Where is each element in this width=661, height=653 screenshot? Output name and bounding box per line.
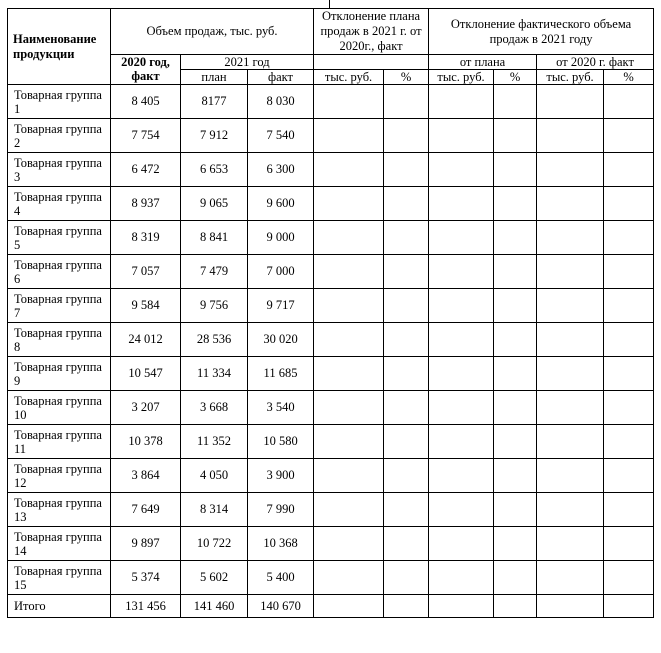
fact-2020-cell: 3 864 [111, 459, 181, 493]
fact-2021-cell: 140 670 [248, 595, 314, 618]
empty-cell [384, 289, 429, 323]
plan-2021-cell: 10 722 [181, 527, 248, 561]
empty-cell [314, 425, 384, 459]
table-row [8, 221, 654, 255]
empty-cell [494, 561, 537, 595]
fact-2020-cell: 10 378 [111, 425, 181, 459]
plan-2021-cell: 11 352 [181, 425, 248, 459]
plan-2021-cell: 28 536 [181, 323, 248, 357]
total-row [8, 595, 654, 618]
fact-2020-cell: 9 897 [111, 527, 181, 561]
empty-cell [384, 425, 429, 459]
empty-cell [537, 153, 604, 187]
product-name-cell: Товарная группа 7 [8, 289, 111, 323]
fact-2021-cell: 6 300 [248, 153, 314, 187]
empty-cell [537, 289, 604, 323]
table-row [8, 187, 654, 221]
empty-cell [604, 119, 654, 153]
empty-cell [314, 527, 384, 561]
empty-cell [384, 459, 429, 493]
header-percent-2: % [494, 70, 537, 85]
fact-2021-cell: 10 368 [248, 527, 314, 561]
empty-cell [429, 221, 494, 255]
empty-cell [314, 289, 384, 323]
empty-cell [494, 391, 537, 425]
empty-cell [429, 255, 494, 289]
fact-2021-cell: 7 000 [248, 255, 314, 289]
fact-2021-cell: 9 600 [248, 187, 314, 221]
product-name-cell: Товарная группа 3 [8, 153, 111, 187]
empty-cell [604, 221, 654, 255]
empty-cell [384, 187, 429, 221]
fact-2021-cell: 9 717 [248, 289, 314, 323]
header-thous-rub-2: тыс. руб. [429, 70, 494, 85]
sales-table [7, 8, 654, 618]
empty-cell [429, 425, 494, 459]
empty-cell [604, 425, 654, 459]
empty-cell [429, 595, 494, 618]
fact-2020-cell: 7 057 [111, 255, 181, 289]
table-row [8, 289, 654, 323]
empty-cell [537, 221, 604, 255]
fact-2020-cell: 24 012 [111, 323, 181, 357]
product-name-cell: Итого [8, 595, 111, 618]
empty-cell [537, 391, 604, 425]
empty-cell [384, 221, 429, 255]
empty-cell [384, 255, 429, 289]
fact-2020-cell: 8 319 [111, 221, 181, 255]
fact-2020-cell: 7 649 [111, 493, 181, 527]
product-name-cell: Товарная группа 8 [8, 323, 111, 357]
plan-2021-cell: 6 653 [181, 153, 248, 187]
empty-cell [604, 357, 654, 391]
fact-2020-cell: 9 584 [111, 289, 181, 323]
empty-cell [494, 85, 537, 119]
table-row [8, 153, 654, 187]
header-fact: факт [248, 70, 314, 85]
empty-cell [429, 323, 494, 357]
empty-cell [314, 85, 384, 119]
table-row [8, 459, 654, 493]
header-plan: план [181, 70, 248, 85]
plan-2021-cell: 7 479 [181, 255, 248, 289]
header-blank [314, 55, 429, 70]
fact-2021-cell: 8 030 [248, 85, 314, 119]
empty-cell [429, 493, 494, 527]
product-name-cell: Товарная группа 9 [8, 357, 111, 391]
product-name-cell: Товарная группа 12 [8, 459, 111, 493]
empty-cell [494, 119, 537, 153]
empty-cell [384, 153, 429, 187]
fact-2020-cell: 6 472 [111, 153, 181, 187]
empty-cell [384, 357, 429, 391]
empty-cell [604, 187, 654, 221]
empty-cell [494, 153, 537, 187]
fact-2021-cell: 7 540 [248, 119, 314, 153]
empty-cell [537, 323, 604, 357]
product-name-cell: Товарная группа 4 [8, 187, 111, 221]
empty-cell [604, 289, 654, 323]
fact-2021-cell: 5 400 [248, 561, 314, 595]
plan-2021-cell: 3 668 [181, 391, 248, 425]
plan-2021-cell: 5 602 [181, 561, 248, 595]
header-plan-deviation: Отклонение плана продаж в 2021 г. от 2020г., факт [314, 9, 429, 55]
empty-cell [314, 255, 384, 289]
empty-cell [384, 595, 429, 618]
fact-2020-cell: 7 754 [111, 119, 181, 153]
empty-cell [429, 561, 494, 595]
empty-cell [314, 357, 384, 391]
empty-cell [537, 255, 604, 289]
table-row [8, 561, 654, 595]
fact-2020-cell: 10 547 [111, 357, 181, 391]
empty-cell [537, 187, 604, 221]
product-name-cell: Товарная группа 13 [8, 493, 111, 527]
product-name-cell: Товарная группа 6 [8, 255, 111, 289]
table-row [8, 119, 654, 153]
empty-cell [429, 459, 494, 493]
empty-cell [384, 391, 429, 425]
empty-cell [429, 85, 494, 119]
table-row [8, 493, 654, 527]
empty-cell [429, 289, 494, 323]
header-product-name: Наименование продукции [8, 9, 111, 85]
empty-cell [604, 561, 654, 595]
empty-cell [537, 561, 604, 595]
product-name-cell: Товарная группа 15 [8, 561, 111, 595]
table-row [8, 85, 654, 119]
empty-cell [604, 459, 654, 493]
header-percent-3: % [604, 70, 654, 85]
empty-cell [537, 459, 604, 493]
empty-cell [314, 153, 384, 187]
table-row [8, 527, 654, 561]
empty-cell [604, 323, 654, 357]
empty-cell [494, 221, 537, 255]
empty-cell [384, 561, 429, 595]
empty-cell [537, 85, 604, 119]
empty-cell [537, 595, 604, 618]
header-thous-rub-3: тыс. руб. [537, 70, 604, 85]
header-2021-year: 2021 год [181, 55, 314, 70]
plan-2021-cell: 11 334 [181, 357, 248, 391]
fact-2021-cell: 11 685 [248, 357, 314, 391]
fact-2021-cell: 10 580 [248, 425, 314, 459]
fact-2021-cell: 9 000 [248, 221, 314, 255]
empty-cell [604, 391, 654, 425]
header-from-plan: от плана [429, 55, 537, 70]
empty-cell [429, 187, 494, 221]
empty-cell [314, 119, 384, 153]
empty-cell [314, 561, 384, 595]
fact-2021-cell: 3 540 [248, 391, 314, 425]
empty-cell [537, 119, 604, 153]
product-name-cell: Товарная группа 2 [8, 119, 111, 153]
empty-cell [494, 255, 537, 289]
plan-2021-cell: 8177 [181, 85, 248, 119]
table-row [8, 323, 654, 357]
empty-cell [429, 391, 494, 425]
empty-cell [429, 527, 494, 561]
empty-cell [494, 527, 537, 561]
top-marker [329, 0, 330, 8]
table-row [8, 425, 654, 459]
plan-2021-cell: 8 841 [181, 221, 248, 255]
empty-cell [537, 527, 604, 561]
plan-2021-cell: 4 050 [181, 459, 248, 493]
empty-cell [314, 221, 384, 255]
empty-cell [314, 459, 384, 493]
empty-cell [494, 595, 537, 618]
header-fact-deviation: Отклонение фактического объема продаж в 2021 году [429, 9, 654, 55]
empty-cell [494, 425, 537, 459]
empty-cell [429, 357, 494, 391]
header-sales-volume: Объем продаж, тыс. руб. [111, 9, 314, 55]
product-name-cell: Товарная группа 11 [8, 425, 111, 459]
plan-2021-cell: 9 756 [181, 289, 248, 323]
plan-2021-cell: 141 460 [181, 595, 248, 618]
fact-2020-cell: 131 456 [111, 595, 181, 618]
empty-cell [384, 85, 429, 119]
empty-cell [537, 425, 604, 459]
empty-cell [494, 187, 537, 221]
plan-2021-cell: 7 912 [181, 119, 248, 153]
header-from-2020: от 2020 г. факт [537, 55, 654, 70]
product-name-cell: Товарная группа 10 [8, 391, 111, 425]
empty-cell [494, 459, 537, 493]
empty-cell [494, 323, 537, 357]
fact-2020-cell: 3 207 [111, 391, 181, 425]
empty-cell [537, 357, 604, 391]
empty-cell [494, 289, 537, 323]
empty-cell [604, 595, 654, 618]
header-thous-rub-1: тыс. руб. [314, 70, 384, 85]
empty-cell [384, 323, 429, 357]
product-name-cell: Товарная группа 1 [8, 85, 111, 119]
empty-cell [537, 493, 604, 527]
fact-2020-cell: 5 374 [111, 561, 181, 595]
header-2020-fact: факт [111, 70, 181, 85]
fact-2021-cell: 30 020 [248, 323, 314, 357]
fact-2021-cell: 7 990 [248, 493, 314, 527]
fact-2020-cell: 8 405 [111, 85, 181, 119]
header-percent-1: % [384, 70, 429, 85]
fact-2021-cell: 3 900 [248, 459, 314, 493]
empty-cell [494, 357, 537, 391]
empty-cell [314, 493, 384, 527]
empty-cell [604, 153, 654, 187]
product-name-cell: Товарная группа 14 [8, 527, 111, 561]
empty-cell [604, 85, 654, 119]
header-2020-year: 2020 год, [111, 55, 181, 70]
plan-2021-cell: 9 065 [181, 187, 248, 221]
empty-cell [314, 391, 384, 425]
fact-2020-cell: 8 937 [111, 187, 181, 221]
empty-cell [384, 119, 429, 153]
empty-cell [604, 493, 654, 527]
empty-cell [384, 493, 429, 527]
table-row [8, 357, 654, 391]
empty-cell [314, 595, 384, 618]
table-row [8, 255, 654, 289]
empty-cell [604, 255, 654, 289]
table-row [8, 391, 654, 425]
empty-cell [429, 153, 494, 187]
empty-cell [314, 187, 384, 221]
product-name-cell: Товарная группа 5 [8, 221, 111, 255]
empty-cell [429, 119, 494, 153]
empty-cell [384, 527, 429, 561]
empty-cell [494, 493, 537, 527]
plan-2021-cell: 8 314 [181, 493, 248, 527]
empty-cell [604, 527, 654, 561]
empty-cell [314, 323, 384, 357]
